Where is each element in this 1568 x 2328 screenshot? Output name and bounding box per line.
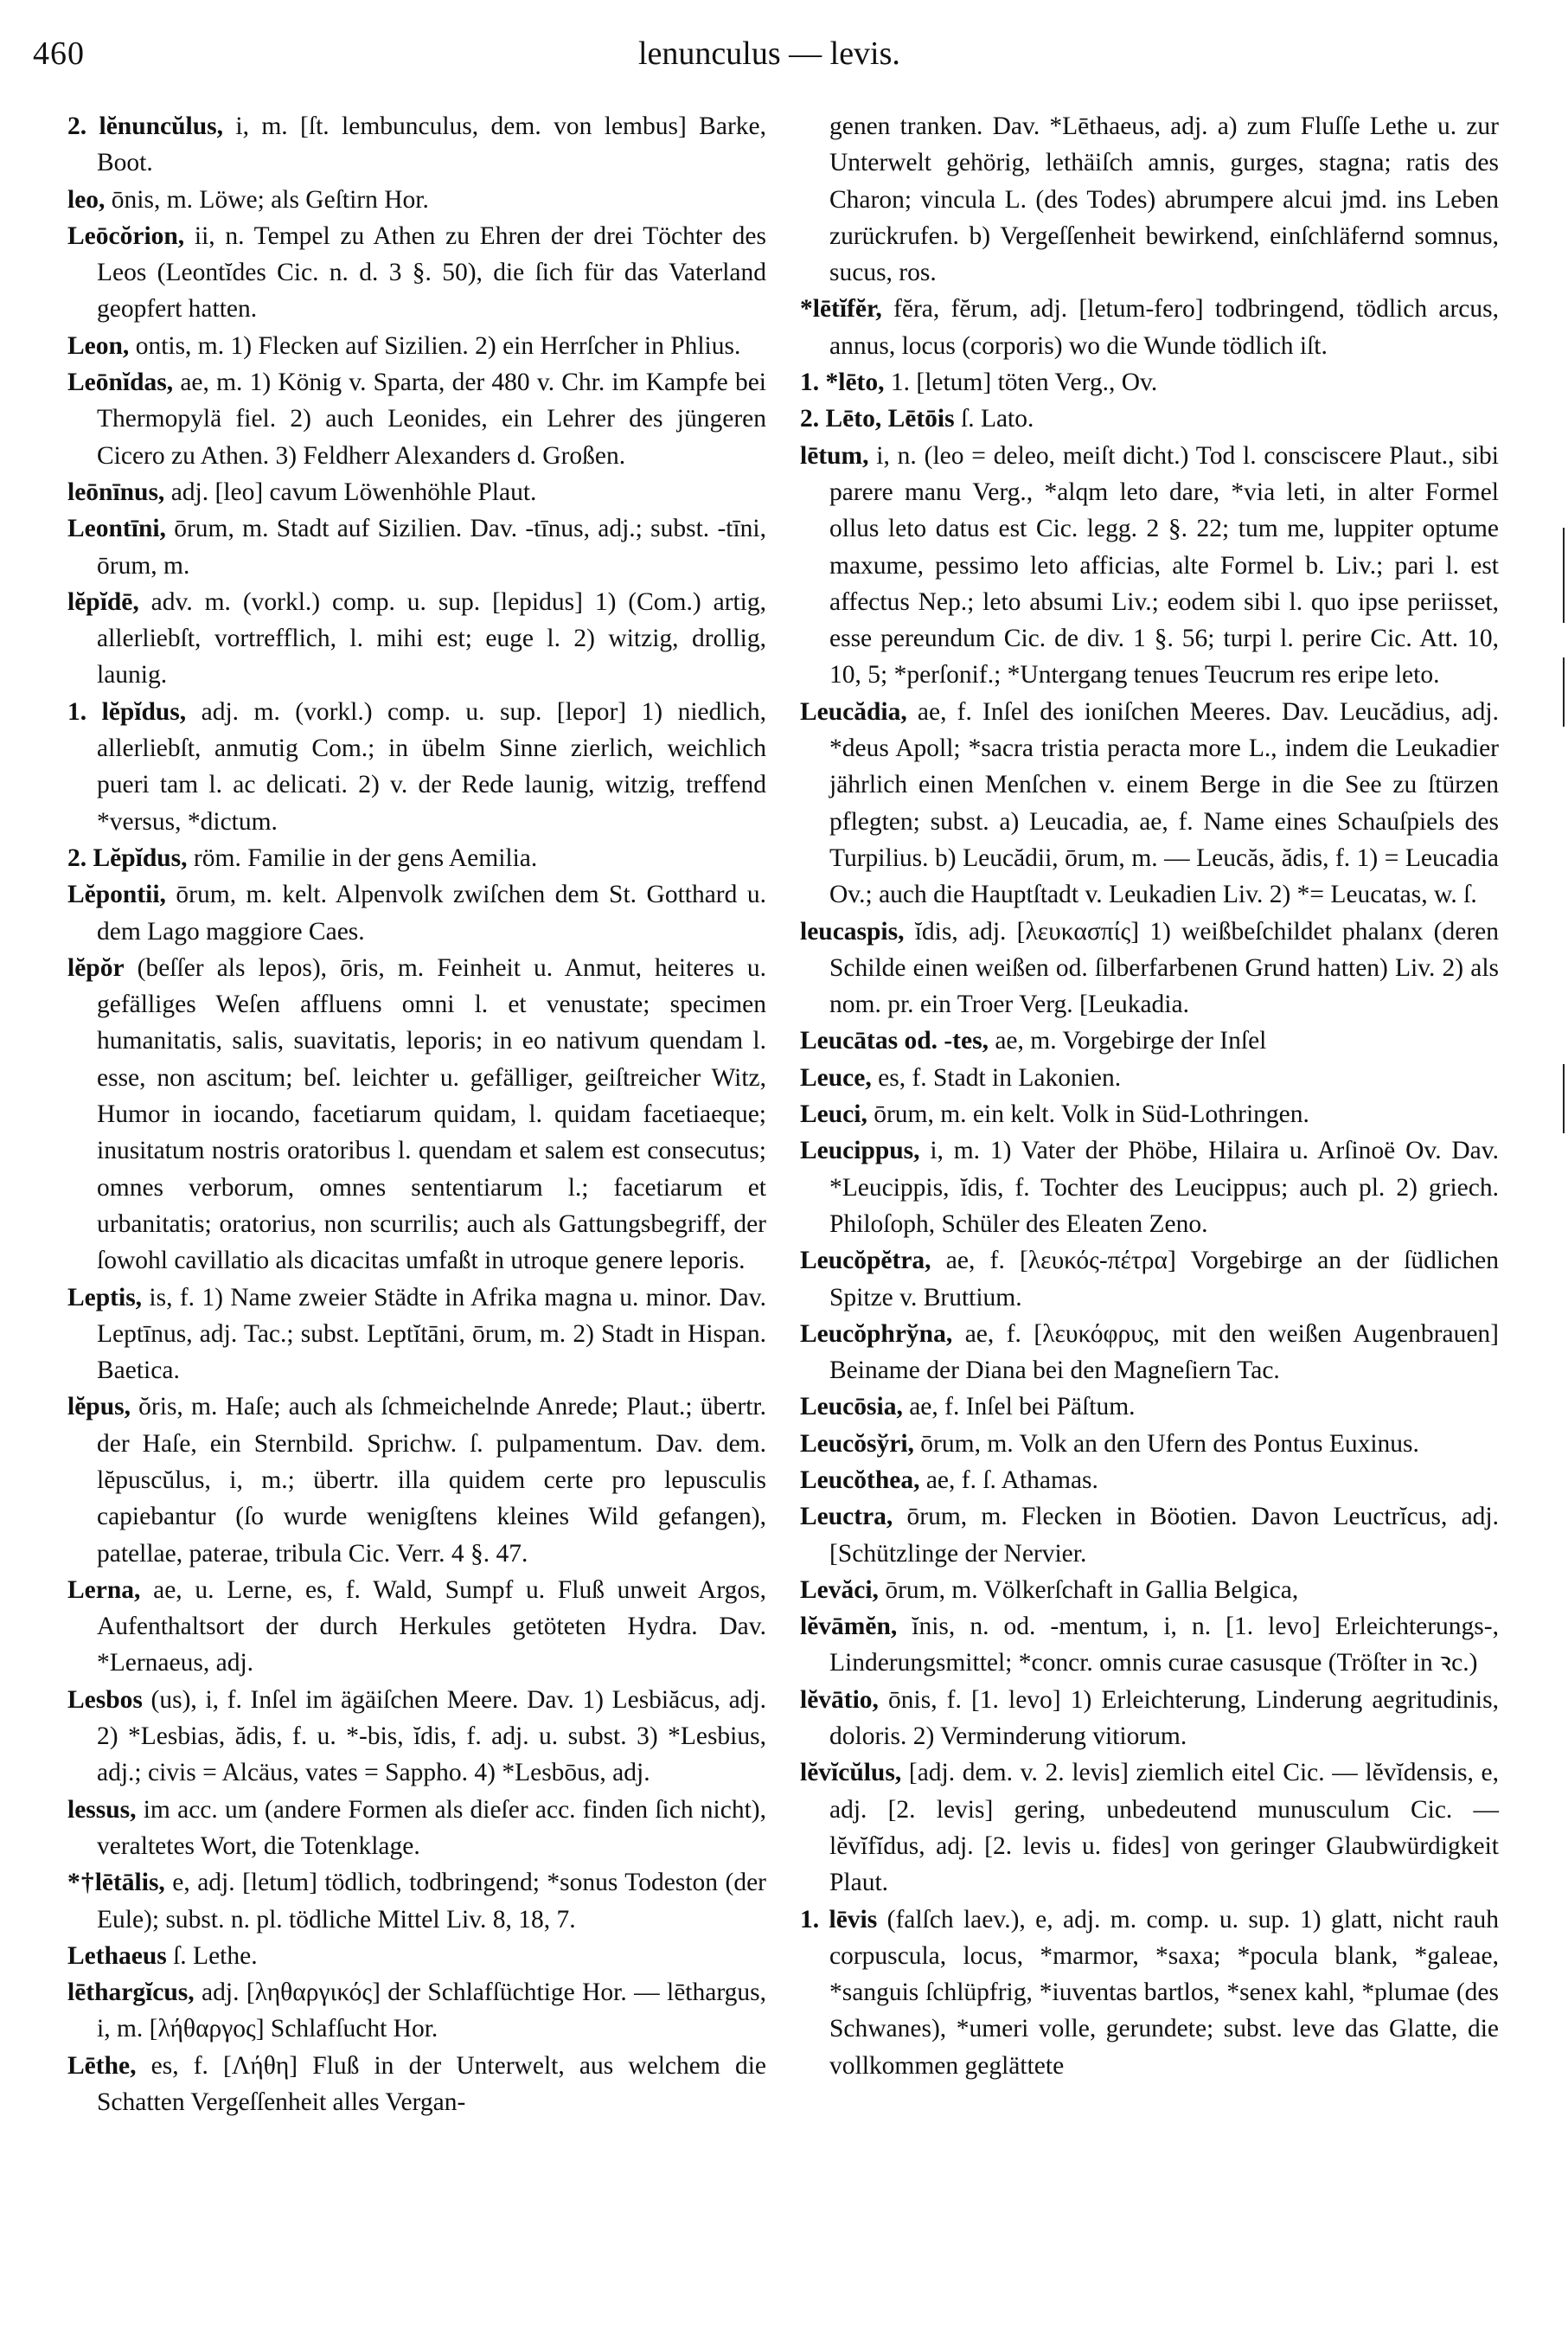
entry-text: ōrum, m. ein kelt. Volk in Süd-Lothringen. bbox=[867, 1100, 1309, 1129]
entry-text: ae, f. ſ. Athamas. bbox=[919, 1465, 1098, 1494]
entry-text: im acc. um (andere Formen als dieſer acc. finden ſich nicht), veraltetes Wort, die Totenklage. bbox=[97, 1795, 766, 1860]
entry-text: i, m. 1) Vater der Phöbe, Hilaira u. Arſinoë Ov. Dav. *Leucippis, ĭdis, f. Tochter des Leucippus; auch pl. 2) griech. Philoſoph, Schüler des Eleaten Zeno. bbox=[829, 1137, 1499, 1238]
dictionary-entry bbox=[67, 840, 766, 876]
dictionary-entry bbox=[800, 401, 1499, 437]
entry-headword: 1. lēvis bbox=[800, 1905, 878, 1934]
dictionary-entry bbox=[800, 1902, 1499, 2084]
entry-headword: Leontīni, bbox=[67, 515, 166, 543]
dictionary-entry bbox=[67, 218, 766, 328]
entry-text: adj. [ληθαργικός] der Schlafſüchtige Hor. — lēthargus, i, m. [λήθαργος] Schlafſucht Hor. bbox=[97, 1978, 766, 2043]
entry-headword: Leōcŏrion, bbox=[67, 221, 185, 250]
entry-headword: Lesbos bbox=[67, 1685, 143, 1714]
entry-text: (beſſer als lepos), ōris, m. Feinheit u. Anmut, heiteres u. gefälliges Weſen affluens omni l. et venustate; specimen humanitatis, salis, suavitatis, leporis; in eo nativum quendam l. esse, non ascitum; beſ. leichter u. gefälliger, geiſtreicher Witz, Humor in iocando, facetiarum quidam, l. quidam facetiaeque; inusitatum nostris oratoribus l. quendam et salem est consecutus; omnes verborum, omnes sententiarum l.; facetiarum et urbanitatis; oratorius, non scurrilis; auch als Gattungsbegriff, der ſowohl cavillatio als dicacitas umfaßt in utroque genere leporis. bbox=[97, 953, 766, 1275]
dictionary-entry bbox=[67, 2048, 766, 2121]
entry-text: (us), i, f. Inſel im ägäiſchen Meere. Dav. 1) Lesbiăcus, adj. 2) *Lesbias, ădis, f. u. *-bis, ĭdis, f. adj. u. subst. 3) *Lesbius, adj.; civis = Alcäus, vates = Sappho. 4) *Lesbōus, adj. bbox=[97, 1685, 766, 1787]
dictionary-entry bbox=[67, 1572, 766, 1682]
entry-headword: leo, bbox=[67, 185, 106, 214]
entry-headword: Leuci, bbox=[800, 1100, 867, 1129]
page-number: 460 bbox=[33, 35, 85, 72]
dictionary-entry bbox=[800, 1682, 1499, 1755]
dictionary-entry bbox=[67, 108, 766, 182]
dictionary-entry bbox=[800, 364, 1499, 401]
dictionary-entry bbox=[67, 1792, 766, 1865]
entry-headword: 2. Lēto, Lētōis bbox=[800, 405, 955, 433]
dictionary-entry bbox=[800, 1462, 1499, 1498]
dictionary-entry bbox=[67, 950, 766, 1279]
entry-headword: Leucădia, bbox=[800, 697, 907, 726]
dictionary-entry bbox=[67, 1864, 766, 1938]
dictionary-entry bbox=[67, 1938, 766, 1974]
entry-headword: Lethaeus bbox=[67, 1941, 167, 1970]
entry-headword: Leon, bbox=[67, 331, 130, 360]
running-head: lenunculus — levis. bbox=[638, 35, 900, 72]
entry-text: ſ. Lethe. bbox=[166, 1941, 258, 1970]
entry-headword: lĕvātio, bbox=[800, 1685, 879, 1714]
entry-text: ōrum, m. Völkerſchaft in Gallia Belgica, bbox=[878, 1575, 1299, 1604]
entry-headword: lessus, bbox=[67, 1795, 137, 1824]
entry-text: es, f. Stadt in Lakonien. bbox=[871, 1063, 1122, 1092]
dictionary-entry bbox=[800, 1498, 1499, 1572]
entry-headword: lēthargĭcus, bbox=[67, 1978, 195, 2007]
entry-headword: 2. Lĕpĭdus, bbox=[67, 843, 188, 872]
entry-headword: lĕpus, bbox=[67, 1393, 131, 1421]
entry-text: (falſch laev.), e, adj. m. comp. u. sup. 1) glatt, nicht rauh corpuscula, locus, *marmor, *saxa; *pocula blank, *galeae, *sanguis ſchlüpfrig, *iuventas bartlos, *senex kahl, *plumae (des Schwanes), *umeri volle, gerundete; subst. leve das Glatte, die vollkommen geglättete bbox=[829, 1905, 1499, 2080]
entry-headword: *lētĭfĕr, bbox=[800, 295, 882, 324]
dictionary-entry bbox=[800, 1572, 1499, 1608]
dictionary-entry bbox=[800, 1608, 1499, 1682]
entry-text: ii, n. Tempel zu Athen zu Ehren der drei Töchter des Leos (Leontĭdes Cic. n. d. 3 §. 50), die ſich für das Vaterland geopfert hatten. bbox=[97, 221, 766, 324]
entry-text: ae, m. Vorgebirge der Inſel bbox=[988, 1027, 1267, 1055]
dictionary-entry bbox=[67, 364, 766, 474]
entry-headword: *†lētālis, bbox=[67, 1869, 165, 1897]
dictionary-entry bbox=[800, 1426, 1499, 1462]
entry-text: ae, u. Lerne, es, f. Wald, Sumpf u. Fluß unweit Argos, Aufenthaltsort der durch Herkules getöteten Hydra. Dav. *Lernaeus, adj. bbox=[97, 1575, 766, 1677]
dictionary-entry bbox=[800, 1242, 1499, 1316]
scan-margin-mark bbox=[1563, 657, 1565, 727]
entry-headword: Leucŏsўri, bbox=[800, 1429, 914, 1458]
left-column bbox=[67, 108, 766, 2120]
entry-text: [adj. dem. v. 2. levis] ziemlich eitel Cic. — lĕvĭdensis, e, adj. [2. levis] gering, unbedeutend munusculum Cic. — lĕvĭfĭdus, adj. [2. levis u. fides] von geringer Glaubwürdigkeit Plaut. bbox=[829, 1759, 1499, 1897]
entry-headword: 1. lĕpĭdus, bbox=[67, 697, 187, 726]
entry-text: ōrum, m. Volk an den Ufern des Pontus Euxinus. bbox=[913, 1429, 1419, 1458]
dictionary-entry bbox=[67, 182, 766, 218]
scan-margin-mark bbox=[1563, 1064, 1565, 1133]
entry-headword: lĕvāmĕn, bbox=[800, 1613, 898, 1641]
dictionary-entry bbox=[67, 1974, 766, 2048]
entry-text: ĭdis, adj. [λευκασπίς] 1) weißbeſchildet phalanx (deren Schilde einen weißen od. ſilberfarbenen Grund hatten) Liv. 2) als nom. pr. ein Troer Verg. [Leukadia. bbox=[829, 917, 1499, 1019]
entry-text: röm. Familie in der gens Aemilia. bbox=[187, 843, 538, 872]
entry-headword: Leucŏthea, bbox=[800, 1465, 920, 1494]
entry-headword: Lēthe, bbox=[67, 2051, 137, 2080]
entry-text: adj. m. (vorkl.) comp. u. sup. [lepor] 1) niedlich, allerliebſt, anmutig Com.; in übelm Sinne zierlich, weichlich pueri tam l. ac delicati. 2) v. der Rede launig, witzig, treffend *versus, *dictum. bbox=[97, 697, 766, 836]
dictionary-entry bbox=[800, 1060, 1499, 1096]
dictionary-entry bbox=[67, 1682, 766, 1792]
entry-headword: Levăci, bbox=[800, 1575, 879, 1604]
entry-text: ae, f. [λευκός-πέτρα] Vorgebirge an der ſüdlichen Spitze v. Bruttium. bbox=[829, 1247, 1499, 1312]
page-header bbox=[33, 35, 1486, 87]
dictionary-entry bbox=[67, 1279, 766, 1389]
entry-headword: 1. *lēto, bbox=[800, 369, 885, 397]
dictionary-entry bbox=[800, 291, 1499, 364]
entry-headword: lētum, bbox=[800, 441, 869, 470]
dictionary-entry bbox=[800, 108, 1499, 291]
entry-text: ōrum, m. kelt. Alpenvolk zwiſchen dem St. Gotthard u. dem Lago maggiore Caes. bbox=[97, 881, 766, 946]
entry-headword: Leucōsia, bbox=[800, 1393, 903, 1421]
dictionary-entry bbox=[67, 694, 766, 840]
entry-headword: Leōnĭdas, bbox=[67, 369, 174, 397]
entry-text: i, m. [ſt. lembunculus, dem. von lembus] Barke, Boot. bbox=[97, 112, 766, 177]
entry-text: ōrum, m. Stadt auf Sizilien. Dav. -tīnus, adj.; subst. -tīni, ōrum, m. bbox=[97, 515, 766, 580]
dictionary-entry bbox=[800, 1316, 1499, 1389]
entry-text: ĭnis, n. od. -mentum, i, n. [1. levo] Erleichterungs-, Linderungsmittel; *concr. omnis curae casusque (Tröſter in ꝛc.) bbox=[829, 1613, 1499, 1677]
entry-headword: lĕpĭdē, bbox=[67, 587, 139, 616]
dictionary-entry bbox=[800, 1132, 1499, 1242]
dictionary-entry bbox=[800, 694, 1499, 914]
entry-headword: Leptis, bbox=[67, 1283, 143, 1312]
entry-text: ontis, m. 1) Flecken auf Sizilien. 2) ein Herrſcher in Phlius. bbox=[129, 331, 741, 360]
dictionary-entry bbox=[800, 438, 1499, 694]
dictionary-entry bbox=[800, 1096, 1499, 1132]
entry-text: fĕra, fĕrum, adj. [letum-fero] todbringend, tödlich arcus, annus, locus (corporis) wo die Wunde tödlich iſt. bbox=[829, 295, 1499, 360]
entry-headword: Leuce, bbox=[800, 1063, 872, 1092]
dictionary-entry bbox=[800, 1388, 1499, 1425]
entry-headword: lĕvĭcŭlus, bbox=[800, 1759, 902, 1787]
dictionary-entry bbox=[67, 1388, 766, 1571]
entry-text: ae, f. Inſel bei Päſtum. bbox=[902, 1393, 1136, 1421]
entry-text: adv. m. (vorkl.) comp. u. sup. [lepidus] 1) (Com.) artig, allerliebſt, vortrefflich, l. mihi est; euge l. 2) witzig, drollig, launig. bbox=[97, 587, 766, 689]
entry-headword: Leucātas od. -tes, bbox=[800, 1027, 989, 1055]
entry-text: genen tranken. Dav. *Lēthaeus, adj. a) zum Fluſſe Lethe u. zur Unterwelt gehörig, lethäiſch amnis, gurges, stagna; ratis des Charon; vincula L. (des Todes) abrumpere alcui jmd. ins Leben zurückrufen. b) Vergeſſenheit bewirkend, einſchläfernd somnus, sucus, ros. bbox=[829, 112, 1499, 287]
entry-headword: leōnīnus, bbox=[67, 478, 165, 506]
entry-text: ae, f. [λευκόφρυς, mit den weißen Augenbrauen] Beiname der Diana bei den Magneſiern Tac. bbox=[829, 1319, 1499, 1385]
entry-text: i, n. (leo = deleo, meiſt dicht.) Tod l. consciscere Plaut., sibi parere manu Verg., *alqm leto dare, *via leti, in alter Formel ollus leto datus est Cic. legg. 2 §. 22; tum me, luppiter optume maxume, pessimo leto afficias, alte Formel b. Liv.; pari l. est affectus Nep.; leto absumi Liv.; eodem sibi l. quo ipse periisset, esse pereundum Cic. de div. 1 §. 56; turpi l. perire Cic. Att. 10, 10, 5; *perſonif.; *Untergang tenues Teucrum res eripe leto. bbox=[829, 441, 1499, 689]
entry-text: ōrum, m. Flecken in Böotien. Davon Leuctrĭcus, adj. [Schützlinge der Nervier. bbox=[829, 1503, 1499, 1568]
entry-headword: 2. lĕnuncŭlus, bbox=[67, 112, 223, 140]
dictionary-entry bbox=[67, 474, 766, 510]
entry-text: adj. [leo] cavum Löwenhöhle Plaut. bbox=[164, 478, 537, 506]
entry-text: e, adj. [letum] tödlich, todbringend; *sonus Todeston (der Eule); subst. n. pl. tödliche Mittel Liv. 8, 18, 7. bbox=[97, 1869, 766, 1934]
scan-margin-mark bbox=[1563, 528, 1565, 623]
dictionary-entry bbox=[67, 876, 766, 950]
dictionary-entry bbox=[67, 510, 766, 584]
right-column bbox=[800, 108, 1499, 2084]
entry-text: ŏris, m. Haſe; auch als ſchmeichelnde Anrede; Plaut.; übertr. der Haſe, ein Sternbild. Sprichw. ſ. pulpamentum. Dav. dem. lĕpuscŭlus, i, m.; übertr. illa quidem certe pro lepusculis capiebantur (ſo wurde wenigſtens kleines Wild gefangen), patellae, paterae, tribula Cic. Verr. 4 §. 47. bbox=[97, 1393, 766, 1568]
entry-text: es, f. [Λήθη] Fluß in der Unterwelt, aus welchem die Schatten Vergeſſenheit alles Vergan- bbox=[97, 2051, 766, 2117]
entry-headword: lĕpŏr bbox=[67, 953, 125, 982]
dictionary-entry bbox=[67, 584, 766, 694]
entry-headword: Lĕpontii, bbox=[67, 881, 166, 909]
entry-headword: leucaspis, bbox=[800, 917, 905, 946]
dictionary-entry bbox=[800, 1754, 1499, 1901]
entry-text: ōnis, f. [1. levo] 1) Erleichterung, Linderung aegritudinis, doloris. 2) Verminderung vitiorum. bbox=[829, 1685, 1499, 1751]
entry-headword: Leucippus, bbox=[800, 1137, 920, 1165]
entry-text: ōnis, m. Löwe; als Geſtirn Hor. bbox=[105, 185, 429, 214]
dictionary-entry bbox=[800, 1023, 1499, 1059]
entry-headword: Leuctra, bbox=[800, 1503, 893, 1531]
entry-headword: Lerna, bbox=[67, 1575, 141, 1604]
entry-text: ae, f. Inſel des ioniſchen Meeres. Dav. Leucădius, adj. *deus Apoll; *sacra tristia peracta more L., indem die Leukadier jährlich einen Menſchen v. einem Berge in die See zu ſtürzen pflegten; subst. a) Leucadia, ae, f. Name eines Schauſpiels des Turpilius. b) Leucădii, ōrum, m. — Leucăs, ădis, f. 1) = Leucadia Ov.; auch die Hauptſtadt v. Leukadien Liv. 2) *= Leucatas, w. ſ. bbox=[829, 697, 1499, 909]
entry-text: ſ. Lato. bbox=[954, 405, 1034, 433]
dictionary-entry bbox=[67, 328, 766, 364]
dictionary-entry bbox=[800, 914, 1499, 1023]
entry-text: ae, m. 1) König v. Sparta, der 480 v. Chr. im Kampfe bei Thermopylä fiel. 2) auch Leonides, ein Lehrer des jüngeren Cicero zu Athen. 3) Feldherr Alexanders d. Großen. bbox=[97, 369, 766, 470]
entry-text: is, f. 1) Name zweier Städte in Afrika magna u. minor. Dav. Leptīnus, adj. Tac.; subst. Leptĭtāni, ōrum, m. 2) Stadt in Hispan. Baetica. bbox=[97, 1283, 766, 1385]
entry-headword: Leucŏphrўna, bbox=[800, 1319, 953, 1348]
entry-headword: Leucŏpĕtra, bbox=[800, 1247, 931, 1275]
entry-text: 1. [letum] töten Verg., Ov. bbox=[884, 369, 1158, 397]
